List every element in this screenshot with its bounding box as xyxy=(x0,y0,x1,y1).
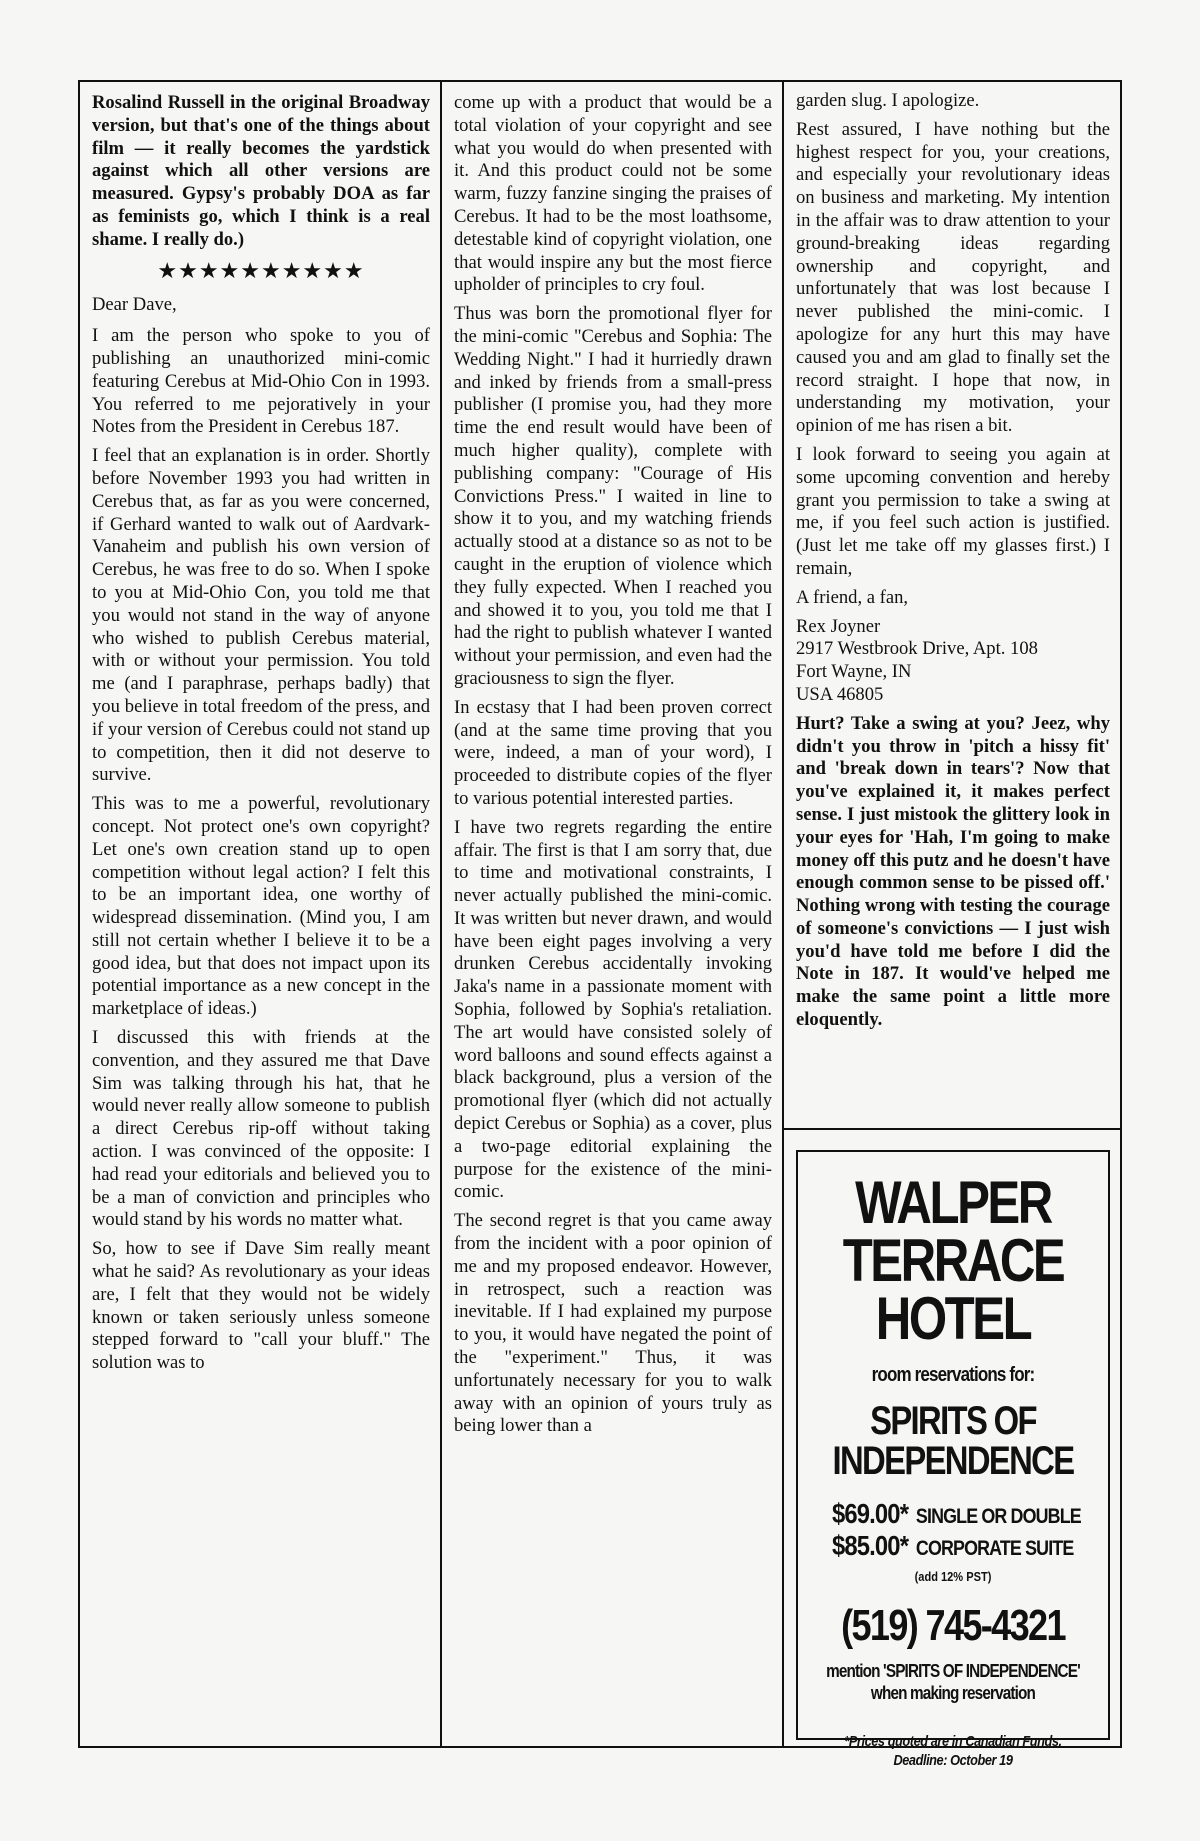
hotel-name xyxy=(826,1169,1080,1352)
rate-description: CORPORATE SUITE xyxy=(915,1536,1074,1560)
hotel-advertisement xyxy=(796,1150,1110,1769)
event-name xyxy=(826,1398,1080,1483)
letter-paragraph: Rest assured, I have nothing but the highest respect for you, your creations, and especially your revolutionary ideas on business and marketing. My intention in the affair was to draw attention to your ground-breaking ideas regarding ownership and copyright, and unfortunately that was lost because I never published the mini-comic. I apologize for any hurt this may have caused you and am glad to finally set the record straight. I hope that now, in understanding my motivation, your opinion of me has risen a bit. xyxy=(796,118,1110,437)
letters-frame xyxy=(78,80,1122,1769)
letter-paragraph: This was to me a powerful, revolutionary concept. Not protect one's own copyright? Let one's own creation stand up to open competition without legal action? I felt this to be an important idea, one worthy of widespread dissemination. (Mind you, I am still not certain whether I believe it to be a good idea, but that does not impact upon its potential importance as a new concept in the marketplace of ideas.) xyxy=(92,793,430,1020)
letters-column-1 xyxy=(80,82,442,1746)
letter-paragraph: I look forward to seeing you again at some upcoming convention and hereby grant you permission to take a swing at me, if you feel such action is justified. (Just let me take off my glasses first.) I remain, xyxy=(796,443,1110,579)
letters-column-3 xyxy=(784,82,1120,1769)
reservations-label: room reservations for: xyxy=(871,1364,1035,1386)
rate-row xyxy=(832,1529,1074,1561)
rate-price: $85.00* xyxy=(832,1529,909,1561)
editor-reply: Hurt? Take a swing at you? Jeez, why didn't you throw in 'pitch a hissy fit' and 'break down in tears'? Now that you've explained it, it makes perfect sense. I just mistook the glittery look in your eyes for 'Hah, I'm going to make money off this putz and he doesn't have enough common sense to be pissed off.' Nothing wrong with testing the courage of someone's convictions — I just wish you'd have told me before I did the Note in 187. It would've helped me make the same point a little more eloquently. xyxy=(796,712,1110,1031)
letter-paragraph: So, how to see if Dave Sim really meant what he said? As revolutionary as your ideas are, I felt that they would not be widely known or taken seriously unless someone stepped forward to "call your bluff." The solution was to xyxy=(92,1238,430,1374)
hotel-name-line: WALPER xyxy=(855,1169,1051,1236)
tax-note: (add 12% PST) xyxy=(914,1569,992,1585)
event-name-line: SPIRITS OF xyxy=(870,1398,1036,1443)
footnote-line: *Prices quoted are in Canadian Funds. xyxy=(844,1732,1062,1750)
footnote-line: Deadline: October 19 xyxy=(893,1751,1013,1769)
letter-paragraph: I discussed this with friends at the convention, and they assured me that Dave Sim was talking through his hat, that he would never really allow someone to publish a direct Cerebus rip-off without taking action. I was convinced of the opposite: I had read your editorials and believed you to be a man of conviction and principles who would stand by his words no matter what. xyxy=(92,1027,430,1231)
rate-description: SINGLE OR DOUBLE xyxy=(915,1504,1081,1528)
letter-paragraph: In ecstasy that I had been proven correct (and at the same time proving that you were, indeed, a man of your word), I proceeded to distribute copies of the flyer to various potential interested parties. xyxy=(454,696,772,809)
rate-row xyxy=(832,1497,1081,1529)
mention-note xyxy=(821,1660,1085,1704)
letter-paragraph: Thus was born the promotional flyer for the mini-comic "Cerebus and Sophia: The Wedding Night." I had it hurriedly drawn and inked by friends from a small-press publisher (I promise you, had they more time the end result would have been of much higher quality), complete with publishing company: "Courage of His Convictions Press." I waited in line to show it to you, and my watching friends actually stood at a distance so as not to be caught in the eruption of violence which they fully expected. When I reached you and showed it to you, you told me that I had the right to publish whatever I wanted without your permission, and even had the graciousness to sign the flyer. xyxy=(454,303,772,689)
letter-paragraph: I feel that an explanation is in order. Shortly before November 1993 you had written in Cerebus that, as far as you were concerned, if Gerhard wanted to walk out of Aardvark-Vanaheim and publish his own version of Cerebus, he was free to do so. When I spoke to you at Mid-Ohio Con, you told me that you would not stand in the way of anyone who wished to publish Cerebus material, with or without your permission. You told me (and I paraphrase, perhaps badly) that you believe in total freedom of the press, and if your version of Cerebus could not stand up to competition, then it did not deserve to survive. xyxy=(92,445,430,786)
letter-signoff: A friend, a fan, xyxy=(796,586,909,608)
editor-reply-continued: Rosalind Russell in the original Broadway version, but that's one of the things about film — it really becomes the yardstick against which all other versions are measured. Gypsy's probably DOA as far as feminists go, which I think is a real shame. I really do.) xyxy=(92,92,430,250)
hotel-name-line: TERRACE xyxy=(842,1227,1064,1294)
letter-paragraph: garden slug. I apologize. xyxy=(796,90,980,111)
phone-number: (519) 745-4321 xyxy=(841,1601,1065,1651)
letter-address-line: USA 46805 xyxy=(796,683,884,705)
hotel-name-line: HOTEL xyxy=(875,1285,1031,1352)
price-footnote xyxy=(821,1732,1085,1770)
letter-author-name: Rex Joyner xyxy=(796,615,881,637)
letter-paragraph: I have two regrets regarding the entire affair. The first is that I am sorry that, due to time and motivational constraints, I never actually published the mini-comic. It was written but never drawn, and would have been eight pages involving a very drunken Cerebus accidentally invoking Jaka's name in a passionate moment with Sophia, followed by Sophia's retaliation. The art would have consisted solely of word balloons and sound effects against a black background, plus a version of the promotional flyer (which did not actually depict Cerebus or Sophia) as a cover, plus a two-page editorial explaining the purpose for the existence of the mini-comic. xyxy=(454,816,772,1203)
letters-column-2 xyxy=(442,82,784,1746)
star-separator: ★★★★★★★★★★ xyxy=(157,257,365,283)
letter-ending xyxy=(784,82,1120,1130)
event-name-line: INDEPENDENCE xyxy=(832,1438,1074,1483)
rate-price: $69.00* xyxy=(832,1497,909,1529)
letter-address-line: 2917 Westbrook Drive, Apt. 108 xyxy=(796,638,1038,660)
letter-paragraph: The second regret is that you came away from the incident with a poor opinion of me and my proposed endeavor. However, in retrospect, such a reaction was inevitable. If I had explained my purpose to you, it would have negated the point of the "experiment." Thus, it was unfortunately necessary for you to walk away with an opinion of yours truly as being lower than a xyxy=(454,1210,772,1437)
mention-line: when making reservation xyxy=(870,1682,1036,1703)
letter-address-line: Fort Wayne, IN xyxy=(796,661,912,683)
mention-line: mention 'SPIRITS OF INDEPENDENCE' xyxy=(826,1660,1080,1681)
letter-salutation: Dear Dave, xyxy=(92,294,177,316)
letter-paragraph: I am the person who spoke to you of publishing an unauthorized mini-comic featuring Cerebus at Mid-Ohio Con in 1993. You referred to me pejoratively in your Notes from the President in Cerebus 187. xyxy=(92,325,430,438)
room-rates xyxy=(798,1497,1108,1561)
letter-paragraph: come up with a product that would be a total violation of your copyright and see what you would do when presented with it. And this product could not be some warm, fuzzy fanzine singing the praises of Cerebus. It had to be the most loathsome, detestable kind of copyright violation, one that would inspire any but the most fierce upholder of principles to cry foul. xyxy=(454,92,772,296)
